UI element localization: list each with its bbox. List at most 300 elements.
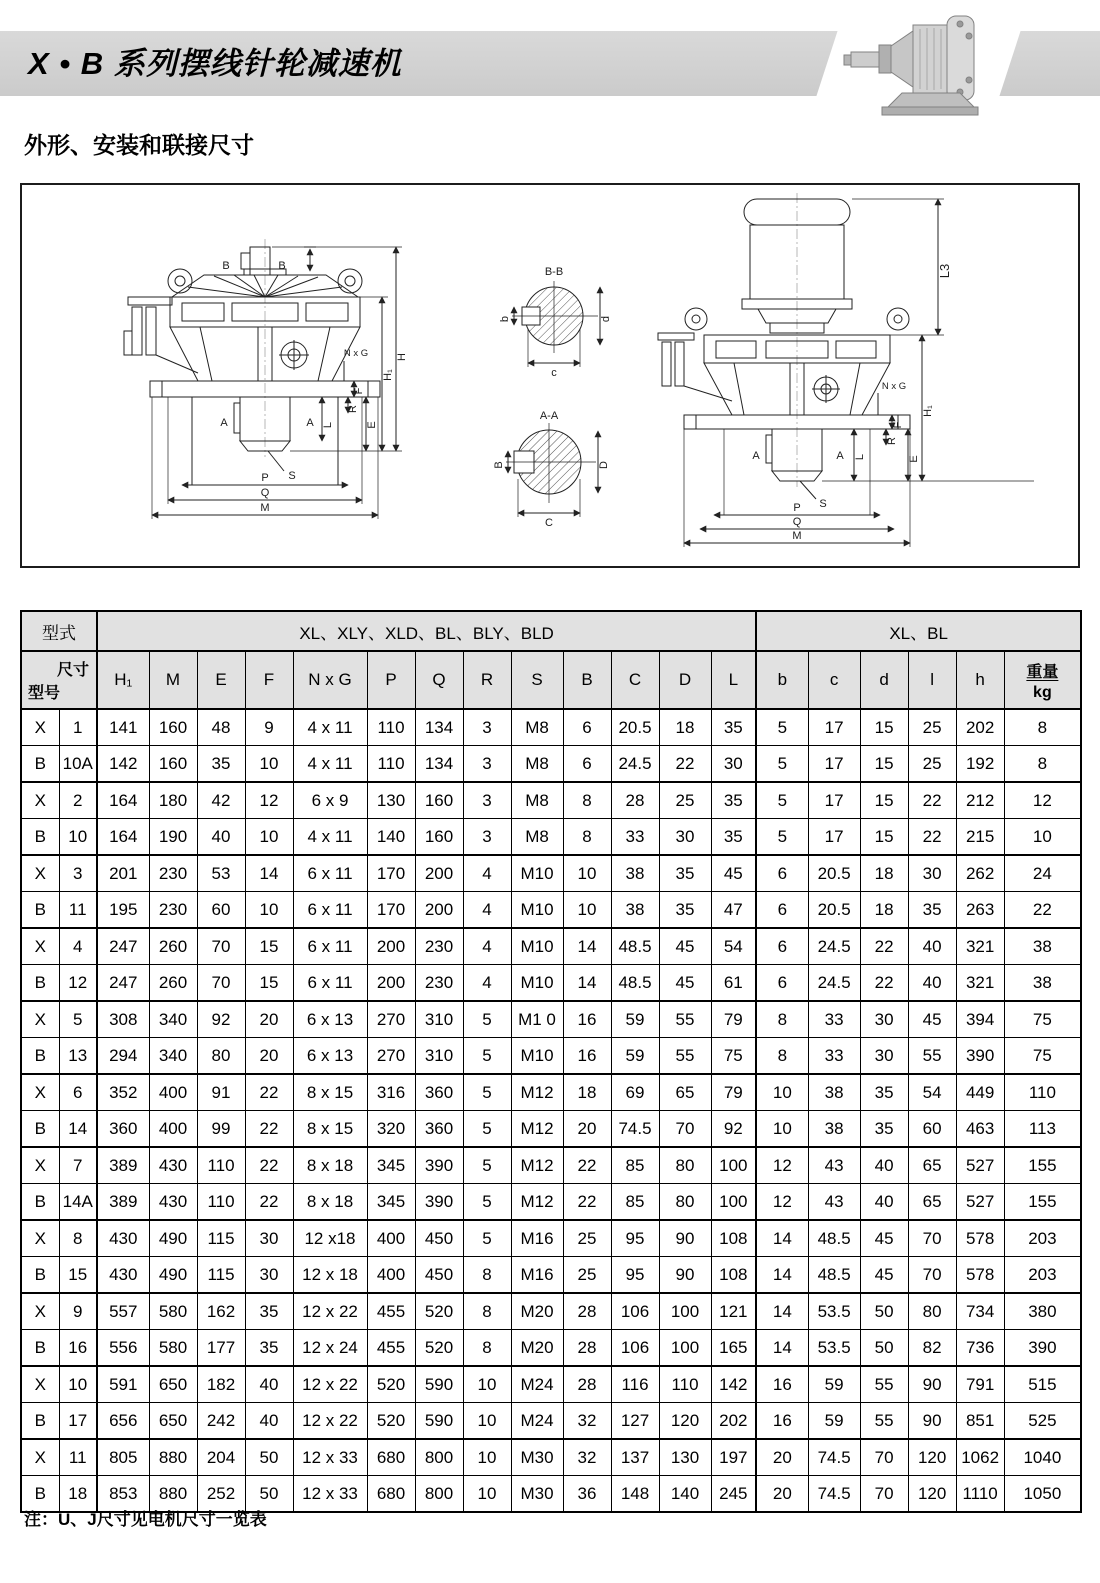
value-cell: 321: [956, 928, 1004, 965]
col-header-c-lower: c: [808, 651, 860, 709]
value-cell: 35: [860, 1111, 908, 1148]
section-aa: [506, 423, 598, 517]
value-cell: 25: [659, 782, 711, 819]
value-cell: 4: [463, 928, 511, 965]
value-cell: 590: [415, 1403, 463, 1440]
value-cell: 389: [97, 1184, 149, 1221]
svg-text:H: H: [396, 353, 408, 361]
value-cell: 5: [463, 1001, 511, 1038]
value-cell: 736: [956, 1330, 1004, 1367]
value-cell: 80: [908, 1293, 956, 1330]
value-cell: 120: [908, 1439, 956, 1476]
value-cell: 148: [611, 1476, 659, 1513]
svg-text:B-B: B-B: [544, 266, 564, 278]
value-cell: 12 x 24: [293, 1330, 367, 1367]
series-cell: B: [21, 746, 59, 783]
value-cell: 85: [611, 1184, 659, 1221]
value-cell: 100: [711, 1184, 756, 1221]
value-cell: 59: [808, 1366, 860, 1403]
value-cell: 5: [463, 1111, 511, 1148]
value-cell: 203: [1004, 1220, 1081, 1257]
value-cell: 59: [611, 1001, 659, 1038]
value-cell: 25: [908, 709, 956, 746]
value-cell: 30: [860, 1038, 908, 1075]
value-cell: 1110: [956, 1476, 1004, 1513]
value-cell: 853: [97, 1476, 149, 1513]
value-cell: 202: [711, 1403, 756, 1440]
series-cell: X: [21, 1439, 59, 1476]
value-cell: 230: [149, 855, 197, 892]
value-cell: 55: [659, 1038, 711, 1075]
table-row: [21, 1403, 1081, 1440]
col-header-b-lower: b: [756, 651, 808, 709]
value-cell: 70: [659, 1111, 711, 1148]
value-cell: 80: [659, 1184, 711, 1221]
value-cell: 38: [808, 1111, 860, 1148]
svg-text:B: B: [493, 461, 505, 469]
value-cell: 10: [463, 1439, 511, 1476]
value-cell: 33: [611, 819, 659, 856]
value-cell: 310: [415, 1038, 463, 1075]
svg-text:B: B: [222, 260, 230, 272]
value-cell: 113: [1004, 1111, 1081, 1148]
value-cell: 79: [711, 1074, 756, 1111]
value-cell: 35: [711, 782, 756, 819]
value-cell: 10: [245, 746, 293, 783]
value-cell: 120: [659, 1403, 711, 1440]
value-cell: 3: [463, 782, 511, 819]
value-cell: 30: [860, 1001, 908, 1038]
table-row: [21, 1439, 1081, 1476]
svg-text:Q: Q: [260, 487, 270, 499]
value-cell: 15: [860, 709, 908, 746]
value-cell: M10: [511, 892, 563, 929]
value-cell: 115: [197, 1257, 245, 1294]
value-cell: 40: [908, 965, 956, 1002]
value-cell: 8: [1004, 709, 1081, 746]
section-heading: 外形、安装和联接尺寸: [24, 132, 254, 158]
value-cell: 6: [563, 746, 611, 783]
value-cell: 14: [756, 1257, 808, 1294]
value-cell: 28: [611, 782, 659, 819]
value-cell: 12: [756, 1184, 808, 1221]
table-row: [21, 1074, 1081, 1111]
value-cell: 177: [197, 1330, 245, 1367]
value-cell: 140: [367, 819, 415, 856]
value-cell: 656: [97, 1403, 149, 1440]
section-bb: [512, 281, 600, 367]
value-cell: 520: [415, 1293, 463, 1330]
page-title: X • B 系列摆线针轮减速机: [28, 46, 402, 81]
value-cell: 1062: [956, 1439, 1004, 1476]
value-cell: 201: [97, 855, 149, 892]
value-cell: 35: [245, 1330, 293, 1367]
value-cell: 110: [367, 709, 415, 746]
value-cell: M8: [511, 709, 563, 746]
value-cell: 90: [908, 1403, 956, 1440]
value-cell: 202: [956, 709, 1004, 746]
size-cell: 15: [59, 1257, 97, 1294]
value-cell: 30: [659, 819, 711, 856]
table-row: [21, 1001, 1081, 1038]
value-cell: 294: [97, 1038, 149, 1075]
col-header-h-lower: h: [956, 651, 1004, 709]
value-cell: 16: [563, 1001, 611, 1038]
col-header-s: S: [511, 651, 563, 709]
value-cell: 247: [97, 965, 149, 1002]
table-row: [21, 1147, 1081, 1184]
value-cell: 352: [97, 1074, 149, 1111]
value-cell: 800: [415, 1476, 463, 1513]
value-cell: M12: [511, 1074, 563, 1111]
svg-text:M: M: [260, 502, 270, 514]
value-cell: 8: [756, 1038, 808, 1075]
value-cell: 134: [415, 709, 463, 746]
value-cell: 38: [611, 855, 659, 892]
value-cell: 48: [197, 709, 245, 746]
value-cell: 10: [563, 892, 611, 929]
value-cell: 130: [367, 782, 415, 819]
value-cell: 6: [563, 709, 611, 746]
value-cell: 270: [367, 1001, 415, 1038]
value-cell: 5: [463, 1038, 511, 1075]
footnote: 注：U、J尺寸见电机尺寸一览表: [24, 1510, 267, 1529]
value-cell: 6 x 11: [293, 928, 367, 965]
value-cell: 340: [149, 1001, 197, 1038]
value-cell: 22: [245, 1184, 293, 1221]
value-cell: 245: [711, 1476, 756, 1513]
value-cell: 100: [659, 1293, 711, 1330]
value-cell: 16: [756, 1403, 808, 1440]
svg-text:L3: L3: [937, 263, 952, 279]
svg-text:R: R: [347, 405, 359, 413]
value-cell: 260: [149, 928, 197, 965]
value-cell: 192: [956, 746, 1004, 783]
value-cell: 520: [367, 1366, 415, 1403]
col-header-nxg: N x G: [293, 651, 367, 709]
series-cell: B: [21, 892, 59, 929]
col-header-p: P: [367, 651, 415, 709]
value-cell: 17: [808, 782, 860, 819]
value-cell: 197: [711, 1439, 756, 1476]
size-cell: 3: [59, 855, 97, 892]
value-cell: 106: [611, 1293, 659, 1330]
value-cell: 140: [659, 1476, 711, 1513]
value-cell: 6 x 13: [293, 1038, 367, 1075]
value-cell: 100: [659, 1330, 711, 1367]
value-cell: 33: [808, 1001, 860, 1038]
size-cell: 7: [59, 1147, 97, 1184]
value-cell: 50: [245, 1439, 293, 1476]
value-cell: 165: [711, 1330, 756, 1367]
value-cell: 18: [860, 892, 908, 929]
value-cell: 4: [463, 892, 511, 929]
value-cell: 10: [563, 855, 611, 892]
value-cell: 182: [197, 1366, 245, 1403]
value-cell: 28: [563, 1366, 611, 1403]
value-cell: 162: [197, 1293, 245, 1330]
value-cell: 6: [756, 855, 808, 892]
col-header-l-lower: l: [908, 651, 956, 709]
value-cell: 15: [860, 782, 908, 819]
value-cell: 20: [245, 1038, 293, 1075]
value-cell: 45: [860, 1257, 908, 1294]
value-cell: 75: [711, 1038, 756, 1075]
value-cell: 580: [149, 1293, 197, 1330]
value-cell: 880: [149, 1476, 197, 1513]
svg-text:N x G: N x G: [881, 381, 907, 392]
table-row: [21, 855, 1081, 892]
value-cell: 4 x 11: [293, 746, 367, 783]
size-cell: 18: [59, 1476, 97, 1513]
value-cell: 3: [463, 746, 511, 783]
svg-text:d: d: [600, 315, 612, 323]
value-cell: 22: [908, 782, 956, 819]
table-row: [21, 782, 1081, 819]
value-cell: 4 x 11: [293, 819, 367, 856]
table-row: [21, 928, 1081, 965]
value-cell: 36: [563, 1476, 611, 1513]
value-cell: 345: [367, 1184, 415, 1221]
value-cell: 195: [97, 892, 149, 929]
table-row: [21, 1220, 1081, 1257]
value-cell: 1050: [1004, 1476, 1081, 1513]
dimensions-table: [20, 610, 1082, 1513]
value-cell: 35: [245, 1293, 293, 1330]
value-cell: 142: [97, 746, 149, 783]
table-row: [21, 709, 1081, 746]
svg-text:A: A: [306, 417, 314, 429]
value-cell: 360: [97, 1111, 149, 1148]
series-cell: B: [21, 819, 59, 856]
series-cell: B: [21, 1403, 59, 1440]
series-cell: X: [21, 928, 59, 965]
value-cell: 108: [711, 1220, 756, 1257]
series-cell: X: [21, 1366, 59, 1403]
value-cell: 90: [908, 1366, 956, 1403]
value-cell: 12: [245, 782, 293, 819]
value-cell: 16: [563, 1038, 611, 1075]
value-cell: 15: [245, 965, 293, 1002]
value-cell: 53.5: [808, 1293, 860, 1330]
value-cell: 557: [97, 1293, 149, 1330]
value-cell: 449: [956, 1074, 1004, 1111]
value-cell: 242: [197, 1403, 245, 1440]
size-cell: 2: [59, 782, 97, 819]
series-cell: B: [21, 1038, 59, 1075]
size-cell: 10: [59, 819, 97, 856]
value-cell: 10: [1004, 819, 1081, 856]
col-header-m: M: [149, 651, 197, 709]
value-cell: 3: [463, 819, 511, 856]
value-cell: 160: [415, 782, 463, 819]
corner-cell: [21, 651, 97, 709]
value-cell: 45: [711, 855, 756, 892]
table-row: [21, 1038, 1081, 1075]
svg-text:L: L: [322, 421, 334, 429]
value-cell: 6: [756, 965, 808, 1002]
value-cell: 43: [808, 1184, 860, 1221]
value-cell: 20: [245, 1001, 293, 1038]
value-cell: 15: [860, 746, 908, 783]
value-cell: 400: [367, 1257, 415, 1294]
value-cell: 8 x 15: [293, 1111, 367, 1148]
value-cell: 17: [808, 746, 860, 783]
value-cell: 6: [756, 892, 808, 929]
value-cell: 25: [908, 746, 956, 783]
value-cell: 160: [149, 709, 197, 746]
value-cell: 14: [756, 1293, 808, 1330]
value-cell: 525: [1004, 1403, 1081, 1440]
value-cell: 6 x 13: [293, 1001, 367, 1038]
svg-text:D: D: [598, 461, 610, 469]
value-cell: 5: [463, 1184, 511, 1221]
svg-text:A: A: [752, 450, 760, 462]
value-cell: 70: [908, 1220, 956, 1257]
value-cell: 20.5: [808, 855, 860, 892]
value-cell: 880: [149, 1439, 197, 1476]
value-cell: 17: [808, 819, 860, 856]
value-cell: 430: [149, 1147, 197, 1184]
value-cell: 10: [756, 1111, 808, 1148]
svg-text:S: S: [288, 470, 296, 482]
value-cell: 80: [659, 1147, 711, 1184]
value-cell: 400: [367, 1220, 415, 1257]
value-cell: 6 x 11: [293, 855, 367, 892]
value-cell: 99: [197, 1111, 245, 1148]
value-cell: 5: [463, 1220, 511, 1257]
value-cell: 24: [1004, 855, 1081, 892]
value-cell: 252: [197, 1476, 245, 1513]
value-cell: 20.5: [611, 709, 659, 746]
value-cell: 121: [711, 1293, 756, 1330]
value-cell: 53: [197, 855, 245, 892]
value-cell: 20.5: [808, 892, 860, 929]
svg-text:E: E: [366, 421, 378, 429]
value-cell: M24: [511, 1366, 563, 1403]
value-cell: 455: [367, 1330, 415, 1367]
value-cell: 24.5: [808, 965, 860, 1002]
value-cell: 28: [563, 1293, 611, 1330]
value-cell: 90: [659, 1257, 711, 1294]
value-cell: 12 x 22: [293, 1403, 367, 1440]
value-cell: 455: [367, 1293, 415, 1330]
value-cell: 400: [149, 1074, 197, 1111]
value-cell: 200: [415, 892, 463, 929]
value-cell: 400: [149, 1111, 197, 1148]
value-cell: 110: [659, 1366, 711, 1403]
value-cell: 50: [860, 1330, 908, 1367]
value-cell: 590: [415, 1366, 463, 1403]
value-cell: 578: [956, 1220, 1004, 1257]
svg-text:H₁: H₁: [382, 369, 394, 381]
value-cell: 75: [1004, 1001, 1081, 1038]
value-cell: 190: [149, 819, 197, 856]
value-cell: 48.5: [611, 928, 659, 965]
value-cell: 12: [756, 1147, 808, 1184]
value-cell: 53.5: [808, 1330, 860, 1367]
value-cell: 650: [149, 1403, 197, 1440]
table-row: [21, 819, 1081, 856]
value-cell: 69: [611, 1074, 659, 1111]
value-cell: 4: [463, 965, 511, 1002]
value-cell: 734: [956, 1293, 1004, 1330]
size-cell: 10A: [59, 746, 97, 783]
value-cell: 360: [415, 1111, 463, 1148]
value-cell: 527: [956, 1184, 1004, 1221]
value-cell: 22: [908, 819, 956, 856]
value-cell: 430: [97, 1257, 149, 1294]
series-cell: B: [21, 1111, 59, 1148]
value-cell: 180: [149, 782, 197, 819]
value-cell: 65: [908, 1184, 956, 1221]
series-cell: X: [21, 1074, 59, 1111]
value-cell: M10: [511, 965, 563, 1002]
value-cell: M8: [511, 746, 563, 783]
size-cell: 9: [59, 1293, 97, 1330]
value-cell: 430: [97, 1220, 149, 1257]
table-row: [21, 1366, 1081, 1403]
value-cell: 54: [711, 928, 756, 965]
series-cell: X: [21, 782, 59, 819]
value-cell: 134: [415, 746, 463, 783]
col-header-h1: H₁: [97, 651, 149, 709]
value-cell: 262: [956, 855, 1004, 892]
table-row: [21, 1184, 1081, 1221]
value-cell: 14: [563, 928, 611, 965]
value-cell: 127: [611, 1403, 659, 1440]
value-cell: 74.5: [808, 1476, 860, 1513]
value-cell: 8: [563, 782, 611, 819]
value-cell: 22: [245, 1074, 293, 1111]
value-cell: 450: [415, 1220, 463, 1257]
value-cell: 170: [367, 892, 415, 929]
value-cell: 12 x18: [293, 1220, 367, 1257]
value-cell: 38: [1004, 928, 1081, 965]
value-cell: 91: [197, 1074, 245, 1111]
svg-text:N x G: N x G: [343, 348, 369, 359]
group2-header: XL、BL: [756, 611, 1081, 651]
value-cell: 15: [860, 819, 908, 856]
type-label-cell: 型式: [21, 611, 97, 651]
value-cell: 215: [956, 819, 1004, 856]
value-cell: 22: [563, 1184, 611, 1221]
value-cell: 43: [808, 1147, 860, 1184]
value-cell: 130: [659, 1439, 711, 1476]
value-cell: 463: [956, 1111, 1004, 1148]
value-cell: 14: [756, 1220, 808, 1257]
weight-header: [1004, 651, 1081, 709]
value-cell: M20: [511, 1330, 563, 1367]
value-cell: 75: [1004, 1038, 1081, 1075]
value-cell: 360: [415, 1074, 463, 1111]
value-cell: 106: [611, 1330, 659, 1367]
size-cell: 14A: [59, 1184, 97, 1221]
size-cell: 11: [59, 892, 97, 929]
value-cell: 160: [415, 819, 463, 856]
value-cell: 40: [908, 928, 956, 965]
value-cell: 310: [415, 1001, 463, 1038]
value-cell: 4: [463, 855, 511, 892]
value-cell: 316: [367, 1074, 415, 1111]
series-cell: X: [21, 1293, 59, 1330]
value-cell: 22: [659, 746, 711, 783]
drawing-panel: [20, 183, 1080, 568]
table-row: [21, 1257, 1081, 1294]
value-cell: 6 x 11: [293, 965, 367, 1002]
value-cell: 38: [1004, 965, 1081, 1002]
photo-flange: [947, 16, 974, 100]
